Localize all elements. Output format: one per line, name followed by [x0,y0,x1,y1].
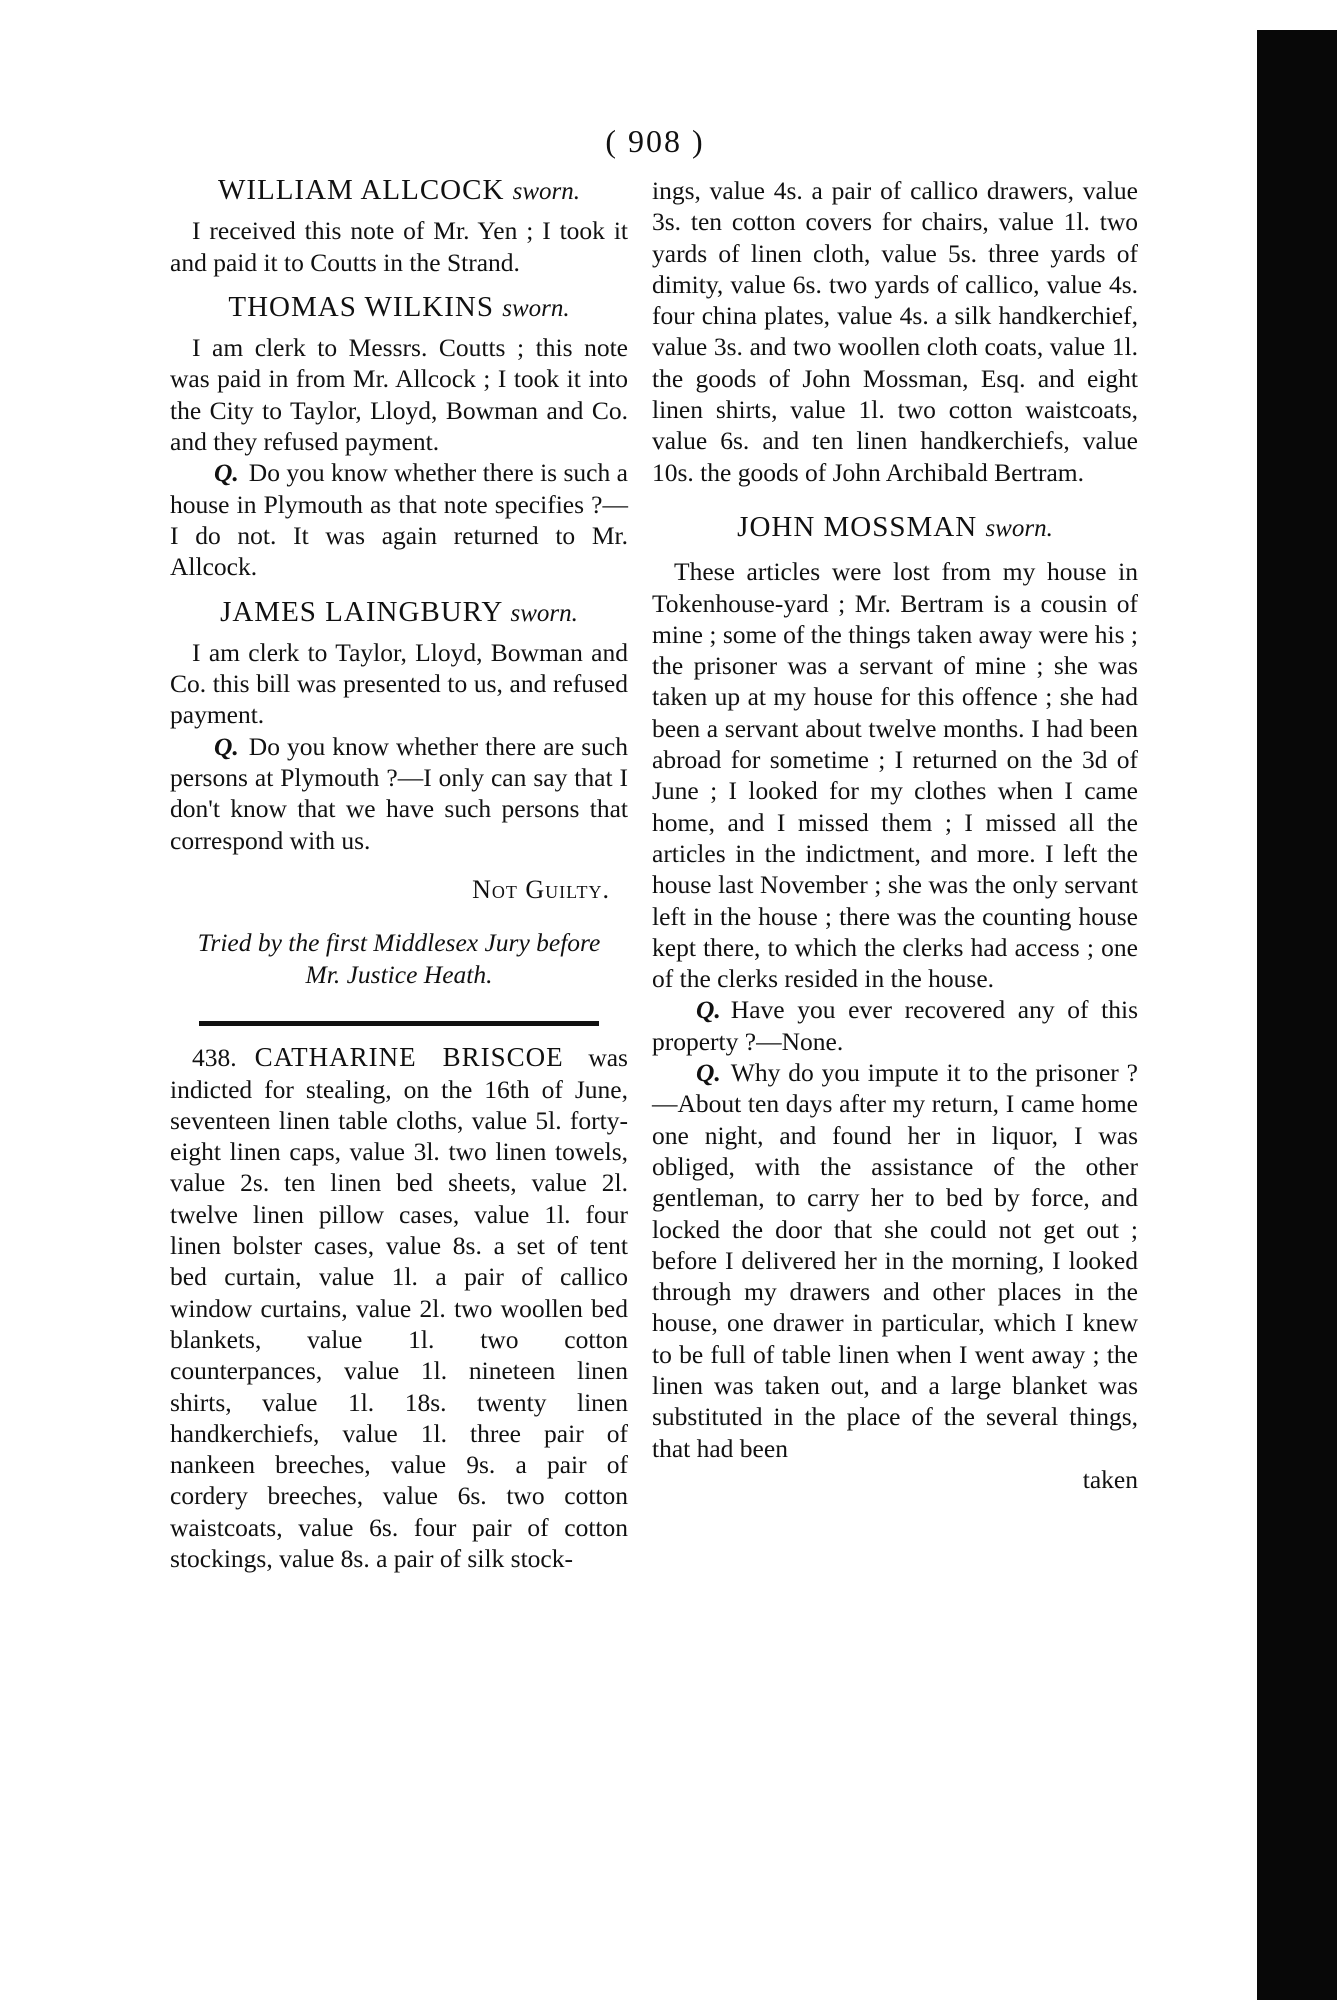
case-number: 438. [192,1043,237,1073]
question-paragraph [652,994,1138,1057]
verdict: Not Guilty. [472,874,610,904]
question-mark: Q. [696,1058,721,1088]
question-mark: Q. [696,995,721,1025]
defendant-name: CATHARINE BRISCOE [254,1042,564,1073]
case-indictment [170,1042,628,1574]
indictment-text: was indicted for stealing, on the 16th of June, seventeen linen table cloths, value 5l. forty-eight linen caps, value 3l. two linen towels, value 2s. ten linen bed sheets, value 2l. twelve linen pillow cases, value 1l. four linen bolster cases, value 8s. a set of tent bed curtain, value 1l. a pair of callico window curtains, value 2l. two woollen bed blankets, value 1l. two cotton counterpances, value 1l. nineteen linen shirts, value 1l. 18s. twenty linen handkerchiefs, value 1l. three pair of nankeen breeches, value 9s. a pair of cordery breeches, value 6s. two cotton waistcoats, value 6s. four pair of cotton stockings, value 8s. a pair of silk stock- [170,1043,628,1573]
testimony-mossman: These articles were lost from my house in Tokenhouse-yard ; Mr. Bertram is a cousin of mine ; some of the things taken away were his ; the prisoner was a servant of mine ; she was taken up at my house for this offence ; she had been a servant about twelve months. I had been abroad for sometime ; I returned on the 3d of June ; I looked for my clothes when I came home, and I missed them ; I missed all the articles in the indictment, and more. I left the house last November ; she was the only servant left in the house ; there was the counting house kept there, to which the clerks had access ; one of the clerks resided in the house. [652,557,1138,994]
trial-note [170,927,628,991]
question-text: Why do you impute it to the prisoner ?—About ten days after my return, I came home one night, and found her in liquor, I was obliged, with the assistance of the other gentleman, to carry her to bed by force, and locked the door that she could not get out ; before I delivered her in the morning, I looked through my drawers and other places in the house, one drawer in particular, which I knew to be full of table linen when I went away ; the linen was taken out, and a large blanket was substituted in the place of the several things, that had been [652,1058,1138,1463]
question-mark: Q. [214,458,239,488]
witness-name: THOMAS WILKINS [228,290,494,323]
witness-heading-allcock [170,175,628,207]
indictment-continued: ings, value 4s. a pair of callico drawers, value 3s. ten cotton covers for chairs, value 1l. two yards of linen cloth, value 5s. three yards of dimity, value 6s. two yards of callico, value 4s. four china plates, value 4s. a silk handkerchief, value 3s. and two woollen cloth coats, value 1l. the goods of John Mossman, Esq. and eight linen shirts, value 1l. two cotton waistcoats, value 6s. and ten linen handkerchiefs, value 10s. the goods of John Archibald Bertram. [652,176,1138,487]
witness-heading-laingbury [170,597,628,629]
catchword: taken [1082,1464,1138,1494]
sworn-label: sworn. [510,599,578,627]
question-text: Have you ever recovered any of this property ?—None. [652,995,1138,1056]
question-text: Do you know whether there is such a house in Plymouth as that note specifies ?—I do not. It was again returned to Mr. Allcock. [170,458,628,582]
testimony-wilkins: I am clerk to Messrs. Coutts ; this note was paid in from Mr. Allcock ; I took it into the City to Taylor, Lloyd, Bowman and Co. and they refused payment. [170,333,628,457]
question-mark: Q. [214,731,239,761]
question-text: Do you know whether there are such persons at Plymouth ?—I only can say that I don't know that we have such persons that correspond with us. [170,731,628,855]
sworn-label: sworn. [512,178,581,205]
trial-note-line: Mr. Justice Heath. [305,960,493,990]
left-column [170,175,628,1574]
witness-heading-mossman [652,512,1138,544]
scan-edge-bar [1257,30,1337,2000]
section-divider [199,1021,599,1026]
witness-name: JAMES LAINGBURY [220,595,503,628]
question-paragraph [170,457,628,582]
page-number: ( 908 ) [605,123,705,159]
right-column [652,175,1138,1495]
testimony-laingbury: I am clerk to Taylor, Lloyd, Bowman and Co. this bill was presented to us, and refused payment. [170,637,628,730]
question-paragraph [170,731,628,856]
question-paragraph [652,1057,1138,1464]
testimony-allcock: I received this note of Mr. Yen ; I took it and paid it to Coutts in the Strand. [170,216,628,277]
witness-heading-wilkins [170,292,628,324]
witness-name: JOHN MOSSMAN [737,510,978,543]
witness-name: WILLIAM ALLCOCK [217,174,505,206]
trial-note-line: Tried by the first Middlesex Jury before [197,928,601,958]
sworn-label: sworn. [985,514,1053,542]
sworn-label: sworn. [502,294,570,322]
